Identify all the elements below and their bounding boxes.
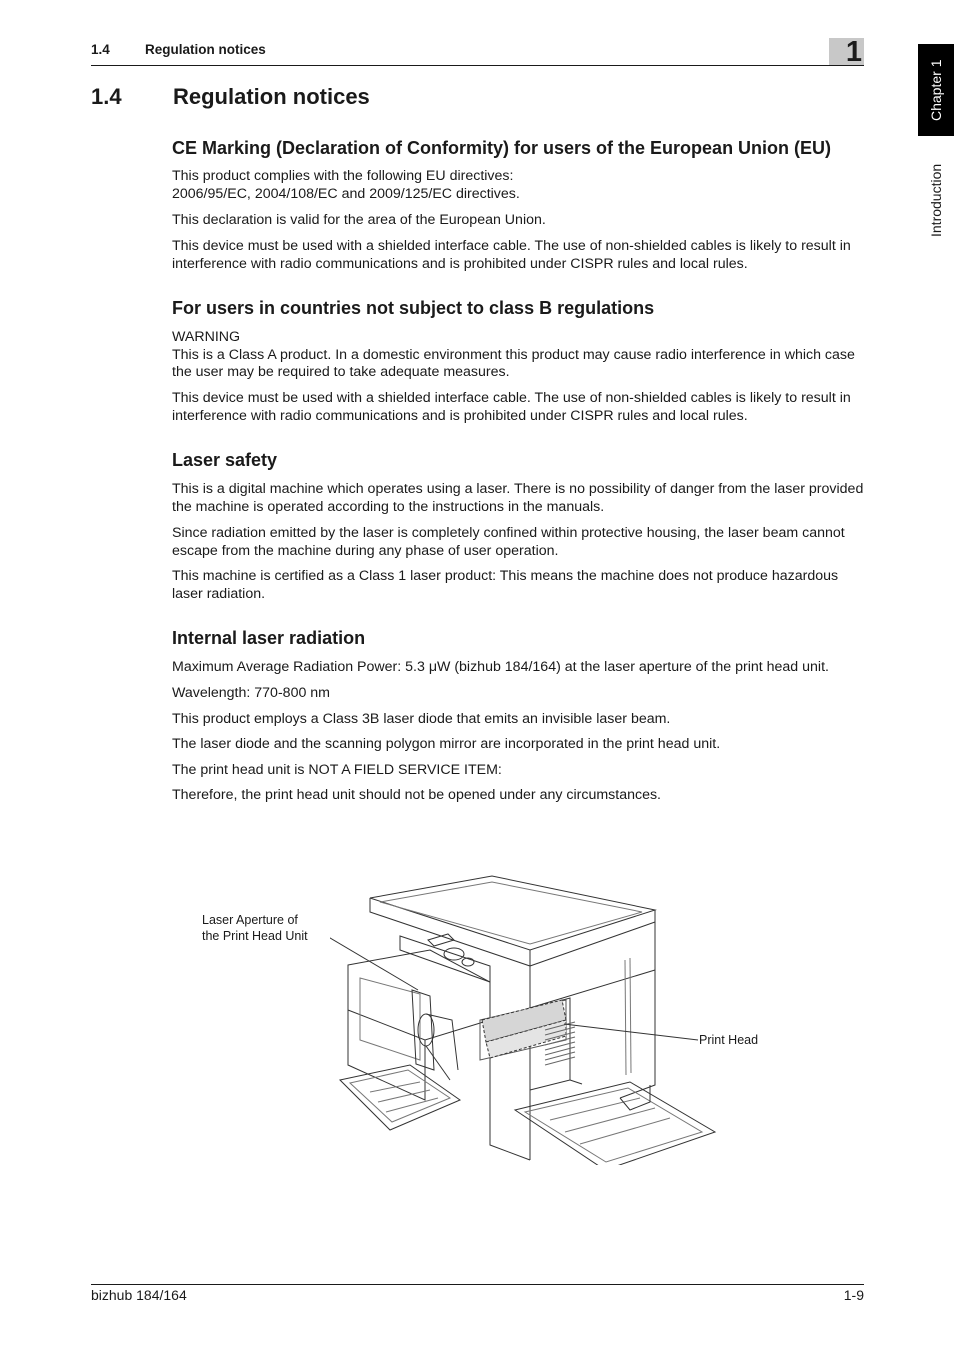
chapter-title-label: Introduction [928, 163, 944, 237]
printer-illustration [330, 870, 725, 1165]
internal-paragraph-6: Therefore, the print head unit should not be opened under any circumstances. [172, 787, 661, 803]
internal-laser-heading: Internal laser radiation [172, 628, 366, 648]
internal-paragraph-4: The laser diode and the scanning polygon mirror are incorporated in the print head unit. [172, 736, 721, 752]
internal-paragraph-2: Wavelength: 770-800 nm [172, 685, 330, 701]
internal-paragraph-3: This product employs a Class 3B laser diode that emits an invisible laser beam. [172, 711, 671, 727]
chapter-number: 1 [845, 36, 862, 68]
callout-aperture-line1: Laser Aperture of [202, 913, 298, 927]
running-header [91, 42, 266, 57]
classb-heading: For users in countries not subject to class B regulations [172, 298, 655, 318]
ce-paragraph-3: This device must be used with a shielded interface cable. The use of non-shielded cables is likely to result in interference with radio communications and is prohibited under CISPR rules and local rules. [172, 238, 851, 272]
chapter-number-box [829, 36, 864, 68]
warning-label: WARNING [172, 329, 241, 345]
footer-product-name: bizhub 184/164 [91, 1287, 187, 1303]
page-title-text: Regulation notices [173, 84, 370, 109]
warning-text: This is a Class A product. In a domestic environment this product may cause radio interference in which case the user may be required to take adequate measures. [172, 346, 855, 380]
ce-p1-line1: This product complies with the following EU directives: [172, 168, 514, 184]
classb-paragraph-2: This device must be used with a shielded interface cable. The use of non-shielded cables is likely to result in interference with radio communications and is prohibited under CISPR rules and local rules. [172, 390, 851, 424]
page-title [91, 84, 370, 110]
callout-aperture-line2: the Print Head Unit [202, 929, 308, 943]
laser-paragraph-3: This machine is certified as a Class 1 laser product: This means the machine does not produce hazardous laser radiation. [172, 568, 839, 602]
header-section-number: 1.4 [91, 42, 110, 57]
chapter-tab-label: Chapter 1 [928, 59, 944, 121]
ce-paragraph-1 [172, 168, 866, 203]
classb-warning [172, 329, 866, 382]
callout-print-head: Print Head [699, 1033, 759, 1047]
callout-laser-aperture [202, 912, 308, 944]
header-section-title: Regulation notices [145, 42, 266, 57]
internal-paragraph-5: The print head unit is NOT A FIELD SERVICE ITEM: [172, 762, 502, 778]
chapter-title-tab[interactable] [918, 152, 954, 248]
chapter-tab[interactable] [918, 44, 954, 136]
internal-paragraph-1: Maximum Average Radiation Power: 5.3 μW (bizhub 184/164) at the laser aperture of the print head unit. [172, 659, 829, 675]
header-rule [91, 65, 864, 66]
laser-paragraph-1: This is a digital machine which operates using a laser. There is no possibility of danger from the laser provided the machine is operated according to the instructions in the manuals. [172, 481, 864, 515]
footer-rule [91, 1284, 864, 1285]
page-title-number: 1.4 [91, 84, 122, 109]
ce-p1-line2: 2006/95/EC, 2004/108/EC and 2009/125/EC directives. [172, 185, 520, 202]
laser-safety-heading: Laser safety [172, 450, 278, 470]
footer-page-number: 1-9 [843, 1287, 864, 1303]
ce-heading: CE Marking (Declaration of Conformity) for users of the European Union (EU) [172, 138, 832, 158]
ce-paragraph-2: This declaration is valid for the area of the European Union. [172, 212, 546, 228]
laser-paragraph-2: Since radiation emitted by the laser is completely confined within protective housing, the laser beam cannot escape from the machine during any phase of user operation. [172, 525, 845, 559]
